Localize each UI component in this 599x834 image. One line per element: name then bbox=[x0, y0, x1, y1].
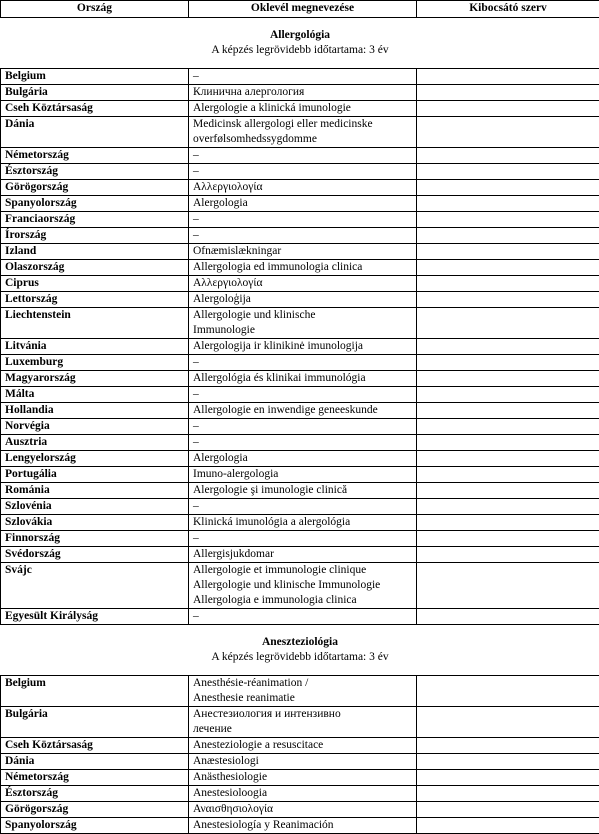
country-cell: Bulgária bbox=[1, 85, 189, 101]
country-cell: Ciprus bbox=[1, 276, 189, 292]
table-row bbox=[1, 483, 599, 499]
table-row bbox=[1, 212, 599, 228]
diploma-name-cell: Alergologia bbox=[189, 451, 417, 467]
table-row bbox=[1, 547, 599, 563]
country-cell: Hollandia bbox=[1, 403, 189, 419]
table-row bbox=[1, 276, 599, 292]
diploma-name-cell: Αναισθησιολογία bbox=[189, 802, 417, 818]
section-subtitle: A képzés legrövidebb időtartama: 3 év bbox=[5, 43, 596, 58]
diploma-name-cell: Anesthésie-réanimation / Anesthesie reanimatie bbox=[189, 676, 417, 707]
country-cell: Izland bbox=[1, 244, 189, 260]
table-row bbox=[1, 676, 599, 707]
country-cell: Bulgária bbox=[1, 707, 189, 738]
diploma-name-cell: Allergológia és klinikai immunológia bbox=[189, 371, 417, 387]
issuer-cell bbox=[417, 802, 599, 818]
section-subtitle: A képzés legrövidebb időtartama: 3 év bbox=[5, 650, 596, 665]
country-cell: Szlovénia bbox=[1, 499, 189, 515]
issuer-cell bbox=[417, 292, 599, 308]
diploma-name-cell: Alergoloģija bbox=[189, 292, 417, 308]
table-row bbox=[1, 531, 599, 547]
table-row bbox=[1, 419, 599, 435]
country-cell: Svájc bbox=[1, 563, 189, 609]
table-row bbox=[1, 85, 599, 101]
diploma-name-cell: Allergologie en inwendige geneeskunde bbox=[189, 403, 417, 419]
issuer-cell bbox=[417, 69, 599, 85]
table-row bbox=[1, 69, 599, 85]
table-row bbox=[1, 515, 599, 531]
issuer-cell bbox=[417, 499, 599, 515]
diploma-name-cell: Αλλεργιολογία bbox=[189, 276, 417, 292]
country-cell: Finnország bbox=[1, 531, 189, 547]
issuer-cell bbox=[417, 180, 599, 196]
issuer-cell bbox=[417, 117, 599, 148]
issuer-cell bbox=[417, 419, 599, 435]
country-cell: Olaszország bbox=[1, 260, 189, 276]
diploma-name-cell: – bbox=[189, 435, 417, 451]
diploma-name-cell: – bbox=[189, 387, 417, 403]
country-cell: Franciaország bbox=[1, 212, 189, 228]
diploma-name-cell: – bbox=[189, 609, 417, 625]
diploma-name-cell: Ofnæmislækningar bbox=[189, 244, 417, 260]
section-header-row bbox=[1, 625, 599, 676]
issuer-cell bbox=[417, 609, 599, 625]
table-row bbox=[1, 435, 599, 451]
country-cell: Málta bbox=[1, 387, 189, 403]
country-cell: Szlovákia bbox=[1, 515, 189, 531]
section-header bbox=[1, 18, 599, 69]
country-cell: Portugália bbox=[1, 467, 189, 483]
issuer-cell bbox=[417, 818, 599, 834]
table-row bbox=[1, 563, 599, 609]
issuer-cell bbox=[417, 531, 599, 547]
issuer-cell bbox=[417, 467, 599, 483]
table-row bbox=[1, 451, 599, 467]
table-row bbox=[1, 260, 599, 276]
issuer-cell bbox=[417, 563, 599, 609]
header-country: Ország bbox=[1, 1, 189, 18]
table-row bbox=[1, 770, 599, 786]
diploma-name-cell: – bbox=[189, 419, 417, 435]
table-row bbox=[1, 707, 599, 738]
diploma-name-cell: Anästhesiologie bbox=[189, 770, 417, 786]
diploma-name-cell: Anestesiología y Reanimación bbox=[189, 818, 417, 834]
country-cell: Belgium bbox=[1, 676, 189, 707]
table-row bbox=[1, 228, 599, 244]
table-row bbox=[1, 117, 599, 148]
country-cell: Luxemburg bbox=[1, 355, 189, 371]
diploma-name-cell: – bbox=[189, 164, 417, 180]
diploma-name-cell: Allergisjukdomar bbox=[189, 547, 417, 563]
country-cell: Litvánia bbox=[1, 339, 189, 355]
country-cell: Németország bbox=[1, 770, 189, 786]
issuer-cell bbox=[417, 403, 599, 419]
country-cell: Lettország bbox=[1, 292, 189, 308]
section-title: Aneszteziológia bbox=[5, 635, 596, 650]
issuer-cell bbox=[417, 786, 599, 802]
table-row bbox=[1, 818, 599, 834]
country-cell: Dánia bbox=[1, 117, 189, 148]
country-cell: Cseh Köztársaság bbox=[1, 738, 189, 754]
issuer-cell bbox=[417, 451, 599, 467]
issuer-cell bbox=[417, 371, 599, 387]
diploma-name-cell: Allergologia ed immunologia clinica bbox=[189, 260, 417, 276]
issuer-cell bbox=[417, 770, 599, 786]
header-issuer: Kibocsátó szerv bbox=[417, 1, 599, 18]
diploma-name-cell: Allergologie et immunologie clinique Allergologie und klinische Immunologie Allergologia e immunologia clinica bbox=[189, 563, 417, 609]
diploma-name-cell: Alergologie a klinická imunologie bbox=[189, 101, 417, 117]
diploma-name-cell: Anesteziologie a resuscitace bbox=[189, 738, 417, 754]
table-row bbox=[1, 244, 599, 260]
diploma-name-cell: Klinická imunológia a alergológia bbox=[189, 515, 417, 531]
country-cell: Dánia bbox=[1, 754, 189, 770]
issuer-cell bbox=[417, 547, 599, 563]
table-row bbox=[1, 196, 599, 212]
diploma-name-cell: Anestesioloogia bbox=[189, 786, 417, 802]
diploma-name-cell: – bbox=[189, 499, 417, 515]
country-cell: Ausztria bbox=[1, 435, 189, 451]
issuer-cell bbox=[417, 101, 599, 117]
table-row bbox=[1, 164, 599, 180]
country-cell: Németország bbox=[1, 148, 189, 164]
issuer-cell bbox=[417, 276, 599, 292]
table-row bbox=[1, 786, 599, 802]
table-row bbox=[1, 802, 599, 818]
issuer-cell bbox=[417, 676, 599, 707]
table-row bbox=[1, 339, 599, 355]
country-cell: Románia bbox=[1, 483, 189, 499]
country-cell: Észtország bbox=[1, 786, 189, 802]
country-cell: Liechtenstein bbox=[1, 308, 189, 339]
diploma-name-cell: Клинична алергология bbox=[189, 85, 417, 101]
issuer-cell bbox=[417, 308, 599, 339]
diploma-name-cell: – bbox=[189, 228, 417, 244]
table-row bbox=[1, 738, 599, 754]
issuer-cell bbox=[417, 260, 599, 276]
issuer-cell bbox=[417, 387, 599, 403]
table-row bbox=[1, 754, 599, 770]
issuer-cell bbox=[417, 707, 599, 738]
diploma-name-cell: Анестезиология и интензивно лечение bbox=[189, 707, 417, 738]
diploma-name-cell: Alergologia bbox=[189, 196, 417, 212]
diploma-name-cell: Anæstesiologi bbox=[189, 754, 417, 770]
diploma-name-cell: – bbox=[189, 148, 417, 164]
country-cell: Görögország bbox=[1, 180, 189, 196]
table-row bbox=[1, 292, 599, 308]
country-cell: Magyarország bbox=[1, 371, 189, 387]
table-row bbox=[1, 308, 599, 339]
issuer-cell bbox=[417, 754, 599, 770]
country-cell: Egyesült Királyság bbox=[1, 609, 189, 625]
diploma-name-cell: Alergologija ir klinikinė imunologija bbox=[189, 339, 417, 355]
issuer-cell bbox=[417, 196, 599, 212]
country-cell: Görögország bbox=[1, 802, 189, 818]
issuer-cell bbox=[417, 483, 599, 499]
country-cell: Cseh Köztársaság bbox=[1, 101, 189, 117]
country-cell: Belgium bbox=[1, 69, 189, 85]
section-header-row bbox=[1, 18, 599, 69]
header-diploma: Oklevél megnevezése bbox=[189, 1, 417, 18]
table-row bbox=[1, 403, 599, 419]
country-cell: Norvégia bbox=[1, 419, 189, 435]
section-header bbox=[1, 625, 599, 676]
issuer-cell bbox=[417, 738, 599, 754]
table-body bbox=[1, 18, 599, 834]
issuer-cell bbox=[417, 435, 599, 451]
diploma-name-cell: – bbox=[189, 69, 417, 85]
country-cell: Észtország bbox=[1, 164, 189, 180]
diploma-name-cell: Imuno-alergologia bbox=[189, 467, 417, 483]
diploma-name-cell: Alergologie şi imunologie clinică bbox=[189, 483, 417, 499]
diploma-name-cell: Medicinsk allergologi eller medicinske overfølsomhedssygdomme bbox=[189, 117, 417, 148]
issuer-cell bbox=[417, 164, 599, 180]
table-row bbox=[1, 387, 599, 403]
diploma-name-cell: Allergologie und klinische Immunologie bbox=[189, 308, 417, 339]
diploma-name-cell: Αλλεργιολογία bbox=[189, 180, 417, 196]
issuer-cell bbox=[417, 228, 599, 244]
issuer-cell bbox=[417, 85, 599, 101]
issuer-cell bbox=[417, 339, 599, 355]
table-header-row bbox=[1, 1, 599, 18]
table-row bbox=[1, 467, 599, 483]
table-row bbox=[1, 180, 599, 196]
diploma-name-cell: – bbox=[189, 355, 417, 371]
table-row bbox=[1, 371, 599, 387]
table-row bbox=[1, 609, 599, 625]
table-row bbox=[1, 499, 599, 515]
country-cell: Svédország bbox=[1, 547, 189, 563]
section-title: Allergológia bbox=[5, 28, 596, 43]
country-cell: Spanyolország bbox=[1, 818, 189, 834]
table-row bbox=[1, 148, 599, 164]
issuer-cell bbox=[417, 212, 599, 228]
table-row bbox=[1, 101, 599, 117]
issuer-cell bbox=[417, 355, 599, 371]
country-cell: Írország bbox=[1, 228, 189, 244]
country-cell: Lengyelország bbox=[1, 451, 189, 467]
table-row bbox=[1, 355, 599, 371]
issuer-cell bbox=[417, 244, 599, 260]
country-cell: Spanyolország bbox=[1, 196, 189, 212]
issuer-cell bbox=[417, 148, 599, 164]
issuer-cell bbox=[417, 515, 599, 531]
diploma-name-cell: – bbox=[189, 531, 417, 547]
diploma-name-cell: – bbox=[189, 212, 417, 228]
